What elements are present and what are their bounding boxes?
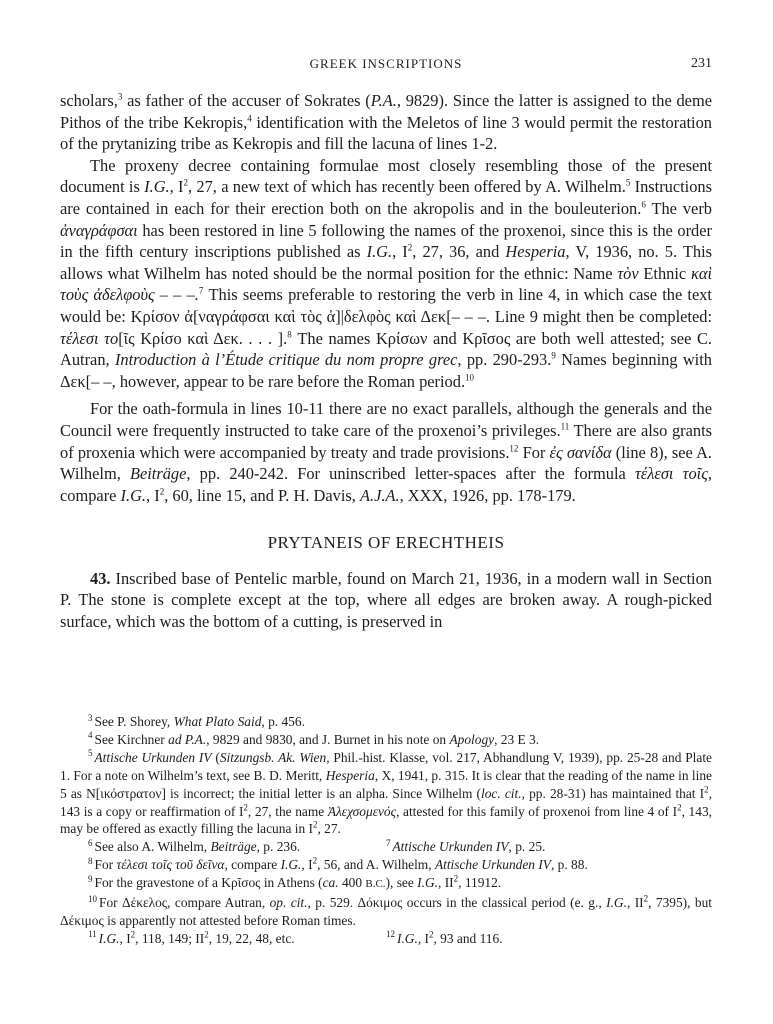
footnote-7: $^7$ Attische Urkunden IV, p. 25. — [386, 837, 546, 855]
footnote-ref: 11 — [560, 421, 570, 432]
footnote-10: $^{10}$ For Δέκελος, compare Autran, op. cit., p. 529. Δόκιμος occurs in the classical period (e. g., I.G., $II^2$, 7395), but Δέκιμος is apparently not attested before Roman times. — [60, 893, 712, 928]
footnote-3: $^3$ See P. Shorey, What Plato Said, p. 456. — [88, 712, 305, 729]
entry-number: 43. — [90, 568, 111, 588]
footnote-ref: 9 — [551, 350, 556, 361]
footnote-ref: 10 — [465, 372, 475, 383]
footnote-5: $^5$ Attische Urkunden IV (Sitzungsb. Ak. Wien, Phil.-hist. Klasse, vol. 217, Abhandlung V, 1939), pp. 25-28 and Plate 1. For a note on Wilhelm’s text, see B. D. Meritt, Hesperia, X, 1941, p. 315. It is clear that the reading of the name in line 5 as N[ικόστρατον] is incorrect; the initial letter is an alpha. Since Wilhelm (loc. cit., pp. 28-31) has maintained that $I^2$, 143 is a copy or reaffirmation of $I^2$, 27, the name Ἀλεχσομενός, attested for this family of proxenoi from line 4 of $I^2$, 143, may be offered as exactly filling the lacuna in $I^2$, 27. — [60, 748, 712, 837]
footnote-ref: 6 — [641, 199, 646, 210]
footnote-11: $^{11}$ I.G., $I^2$, 118, 149; $II^2$, 19, 22, 48, etc. — [88, 929, 295, 946]
footnote-ref: 12 — [509, 443, 519, 454]
footnote-ref: 5 — [625, 177, 631, 188]
footnote-ref: 3 — [117, 91, 123, 102]
paragraph-4: 43. Inscribed base of Pentelic marble, found on March 21, 1936, in a modern wall in Section P. The stone is complete except at the top, where all edges are broken away. A rough-picked surface, which was the bottom of a cutting, is preserved in — [60, 568, 712, 632]
footnote-row-11-12 — [60, 930, 712, 948]
footnote-ref: 4 — [247, 113, 252, 124]
paragraph-1: scholars,$^3$ as father of the accuser of Sokrates (P.A., 9829). Since the latter is assigned to the deme Pithos of the tribe Kekropis,$^4$ identification with the Meletos of line 3 would permit the restoration of the prytanizing tribe as Kekropis and fill the lacuna of lines 1-2. — [60, 91, 712, 154]
running-title: GREEK INSCRIPTIONS — [309, 56, 463, 71]
main-text — [60, 90, 712, 633]
footnote-6: $^6$ See also A. Wilhelm, Beiträge, p. 236. — [88, 837, 301, 855]
footnote-4: $^4$ See Kirchner ad P.A., 9829 and 9830, and J. Burnet in his note on Apology, 23 E 3. — [88, 730, 540, 747]
footnote-ref: 8 — [287, 329, 292, 340]
page-header — [60, 56, 712, 76]
footnote-ref: 7 — [198, 285, 204, 296]
footnote-12: $^{12}$ I.G., $I^2$, 93 and 116. — [386, 929, 503, 946]
paragraph-2: The proxeny decree containing formulae most closely resembling those of the present document is I.G., $I^2$, 27, a new text of which has recently been offered by A. Wilhelm.$^5$ Instructions are contained in each for their erection both on the akropolis and in the bouleuterion.$^6$ The verb ἀναγράφσαι has been restored in line 5 following the names of the proxenoi, since this is the order in the fifth century inscriptions published as I.G., $I^2$, 27, 36, and Hesperia, V, 1936, no. 5. This allows what Wilhelm has noted should be the normal position for the ethnic: Name τὸν Ethnic καὶ τοὺς ἀδελφοὺς – – –.$^7$ This seems preferable to restoring the verb in line 4, in which case the text would be: Κρίσον ἀ[ναγράφσαι καὶ τὸς ἀ]|δελφὸς καὶ Δεκ[– – –. Line 9 might then be completed: τέλεσι το[ῖς Κρίσο καὶ Δεκ. . . . ].$^8$ The names Κρίσων and Κρῖσος are both well attested; see C. Autran, Introduction à l’Étude critique du nom propre grec, pp. 290-293.$^9$ Names beginning with Δεκ[– –, however, appear to be rare before the Roman period.$^{10}$ — [60, 155, 713, 391]
paragraph-3: For the oath-formula in lines 10-11 there are no exact parallels, although the generals and the Council were frequently instructed to take care of the proxenoi’s privileges.$^{11}$ There are also grants of proxenia which were accompanied by treaty and trade provisions.$^{12}$ For ἐς σανίδα (line 8), see A. Wilhelm, Beiträge, pp. 240-242. For uninscribed letter-spaces after the formula τέλεσι τοῖς, compare I.G., $I^2$, 60, line 15, and P. H. Davis, A.J.A., XXX, 1926, pp. 178-179. — [60, 399, 713, 505]
footnote-8: $^8$ For τέλεσι τοῖς τοῦ δεῖνα, compare I.G., $I^2$, 56, and A. Wilhelm, Attische Urkunden IV, p. 88. — [88, 855, 588, 873]
footnotes — [60, 713, 712, 948]
footnote-9: $^9$ For the gravestone of a Κρῖσος in Athens (ca. 400 B.C.), see I.G., $II^2$, 11912. — [88, 873, 502, 891]
footnote-row-6-7 — [60, 838, 712, 856]
page-number: 231 — [691, 56, 712, 71]
section-heading: PRYTANEIS OF ERECHTHEIS — [267, 533, 505, 553]
